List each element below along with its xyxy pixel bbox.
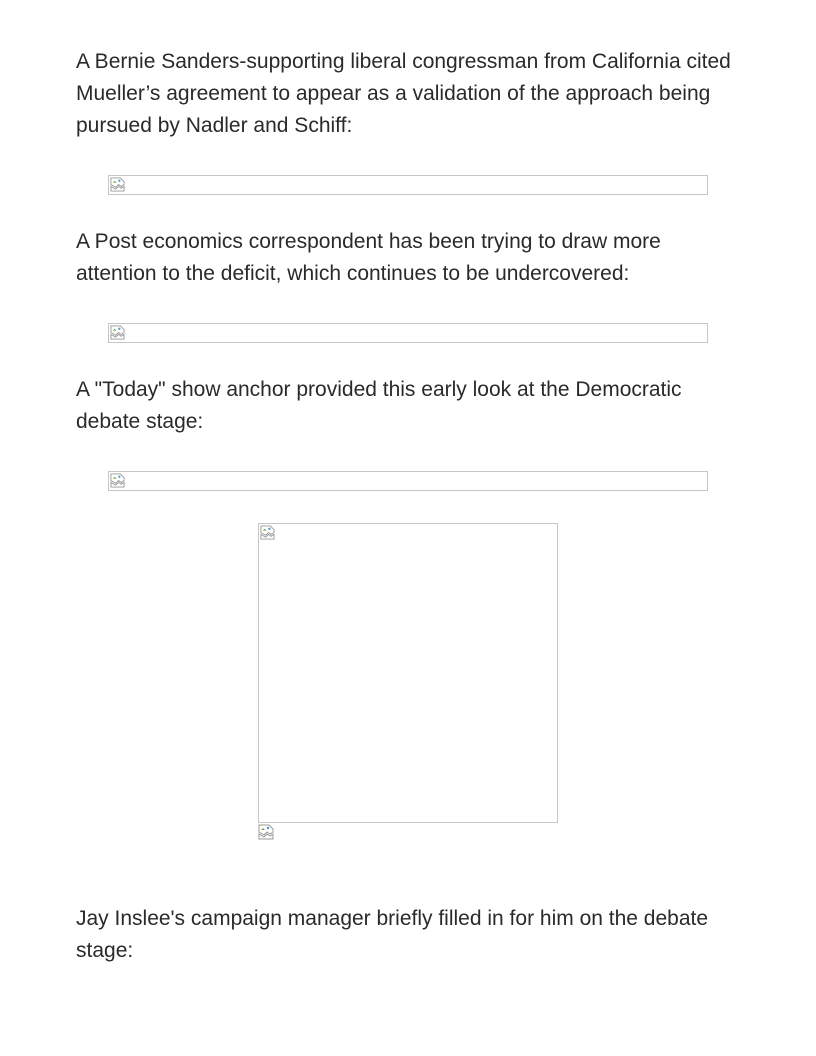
embedded-tweet-image[interactable] xyxy=(108,175,708,195)
broken-image-icon xyxy=(110,473,125,488)
broken-image-icon[interactable] xyxy=(258,824,274,840)
broken-image-icon xyxy=(110,325,125,340)
embedded-tweet-image[interactable] xyxy=(108,471,708,491)
broken-image-icon xyxy=(110,177,125,192)
article-paragraph-deficit: A Post economics correspondent has been trying to draw more attention to the deficit, which continues to be undercovered: xyxy=(76,230,661,285)
article-paragraph-sanders-congressman: A Bernie Sanders-supporting liberal congressman from California cited Mueller’s agreement to appear as a validation of the approach being pursued by Nadler and Schiff: xyxy=(76,50,731,137)
broken-image-icon xyxy=(260,525,275,540)
embedded-tweet-image[interactable] xyxy=(108,323,708,343)
article-paragraph-inslee: Jay Inslee's campaign manager briefly filled in for him on the debate stage: xyxy=(76,907,709,962)
article-paragraph-today-show: A "Today" show anchor provided this early look at the Democratic debate stage: xyxy=(76,378,682,433)
embedded-debate-stage-image[interactable] xyxy=(258,523,558,823)
